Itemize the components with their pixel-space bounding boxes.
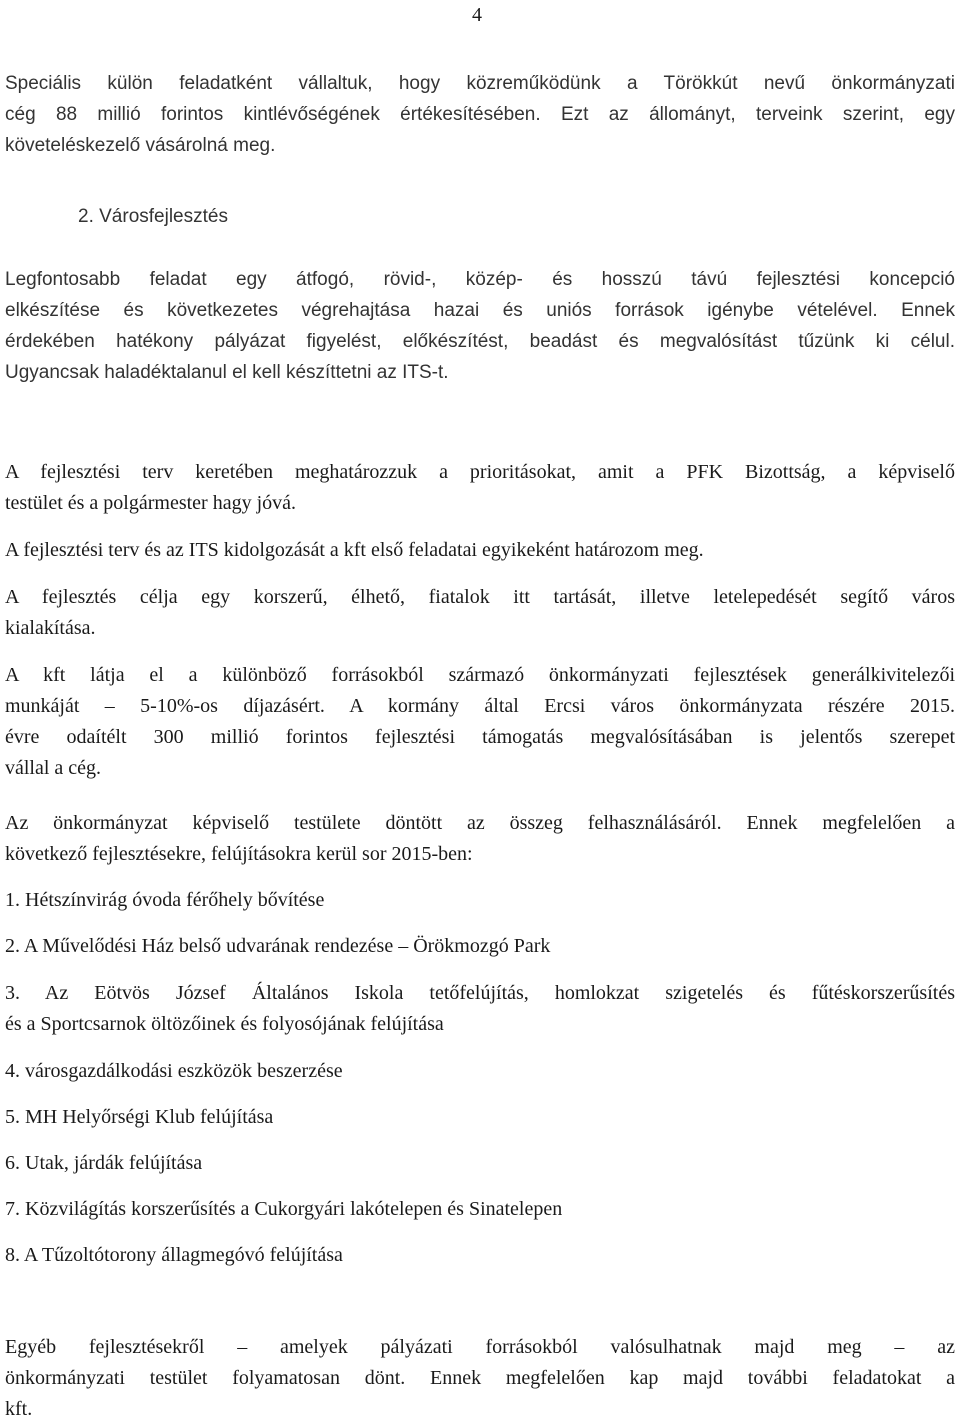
section-heading: 2. Városfejlesztés xyxy=(78,206,228,227)
text-line: következő fejlesztésekre, felújításokra kerül sor 2015-ben: xyxy=(5,843,473,865)
text-line: követeléskezelő vásárolná meg. xyxy=(5,135,276,156)
text-line: évre odaítélt 300 millió forintos fejlesztési támogatás megvalósításában is jelentős szerepet xyxy=(5,726,955,748)
list-item: 1. Hétszínvirág óvoda férőhely bővítése xyxy=(5,889,325,911)
text-line: érdekében hatékony pályázat figyelést, előkészítést, beadást és megvalósítást tűzünk ki célul. xyxy=(5,331,955,352)
text-line: Az önkormányzat képviselő testülete döntött az összeg felhasználásáról. Ennek megfelelően a xyxy=(5,812,955,834)
list-item xyxy=(5,978,955,1040)
list-item: 7. Közvilágítás korszerűsítés a Cukorgyári lakótelepen és Sinatelepen xyxy=(5,1198,563,1220)
text-line: testület és a polgármester hagy jóvá. xyxy=(5,492,297,514)
paragraph-decision xyxy=(5,808,955,870)
paragraph-priorities xyxy=(5,457,955,519)
text-line: A fejlesztési terv és az ITS kidolgozását a kft első feladatai egyikeként határozom meg. xyxy=(5,539,704,561)
list-item: 4. városgazdálkodási eszközök beszerzése xyxy=(5,1060,343,1082)
page-number: 4 xyxy=(472,4,482,26)
list-item: 2. A Művelődési Ház belső udvarának rendezése – Örökmozgó Park xyxy=(5,935,551,957)
text-line: vállal a cég. xyxy=(5,757,102,779)
text-line: Ugyancsak haladéktalanul el kell készíttetni az ITS-t. xyxy=(5,362,449,383)
list-item: 8. A Tűzoltótorony állagmegóvó felújítása xyxy=(5,1244,343,1266)
text-line: cég 88 millió forintos kintlévőségének értékesítésében. Ezt az állományt, terveink szerint, egy xyxy=(5,104,955,125)
text-line: és a Sportcsarnok öltözőinek és folyosójának felújítása xyxy=(5,1013,444,1035)
paragraph-goal xyxy=(5,582,955,644)
text-line: kft. xyxy=(5,1398,33,1420)
list-item: 6. Utak, járdák felújítása xyxy=(5,1152,203,1174)
text-line: Egyéb fejlesztésekről – amelyek pályázati forrásokból valósulhatnak majd meg – az xyxy=(5,1336,955,1358)
text-line: Legfontosabb feladat egy átfogó, rövid-, közép- és hosszú távú fejlesztési koncepció xyxy=(5,269,955,290)
text-line: munkáját – 5-10%-os díjazásért. A kormány által Ercsi város önkormányzata részére 2015. xyxy=(5,695,955,717)
text-line: 3. Az Eötvös József Általános Iskola tetőfelújítás, homlokzat szigetelés és fűtéskorszerűsítés xyxy=(5,982,955,1004)
text-line: elkészítése és következetes végrehajtása hazai és uniós források igénybe vételével. Ennek xyxy=(5,300,955,321)
closing-paragraph xyxy=(5,1332,955,1425)
text-line: kialakítása. xyxy=(5,617,96,639)
intro-paragraph xyxy=(5,68,955,161)
text-line: A fejlesztés célja egy korszerű, élhető, fiatalok itt tartását, illetve letelepedését segítő város xyxy=(5,586,955,608)
paragraph-its xyxy=(5,535,955,566)
section-paragraph xyxy=(5,264,955,388)
list-item: 5. MH Helyőrségi Klub felújítása xyxy=(5,1106,274,1128)
text-line: A fejlesztési terv keretében meghatározzuk a prioritásokat, amit a PFK Bizottság, a képviselő xyxy=(5,461,955,483)
paragraph-contractor xyxy=(5,660,955,784)
text-line: önkormányzati testület folyamatosan dönt. Ennek megfelelően kap majd további feladatokat a xyxy=(5,1367,955,1389)
text-line: A kft látja el a különböző forrásokból származó önkormányzati fejlesztések generálkivitelezői xyxy=(5,664,955,686)
text-line: Speciális külön feladatként vállaltuk, hogy közreműködünk a Törökkút nevű önkormányzati xyxy=(5,73,955,94)
